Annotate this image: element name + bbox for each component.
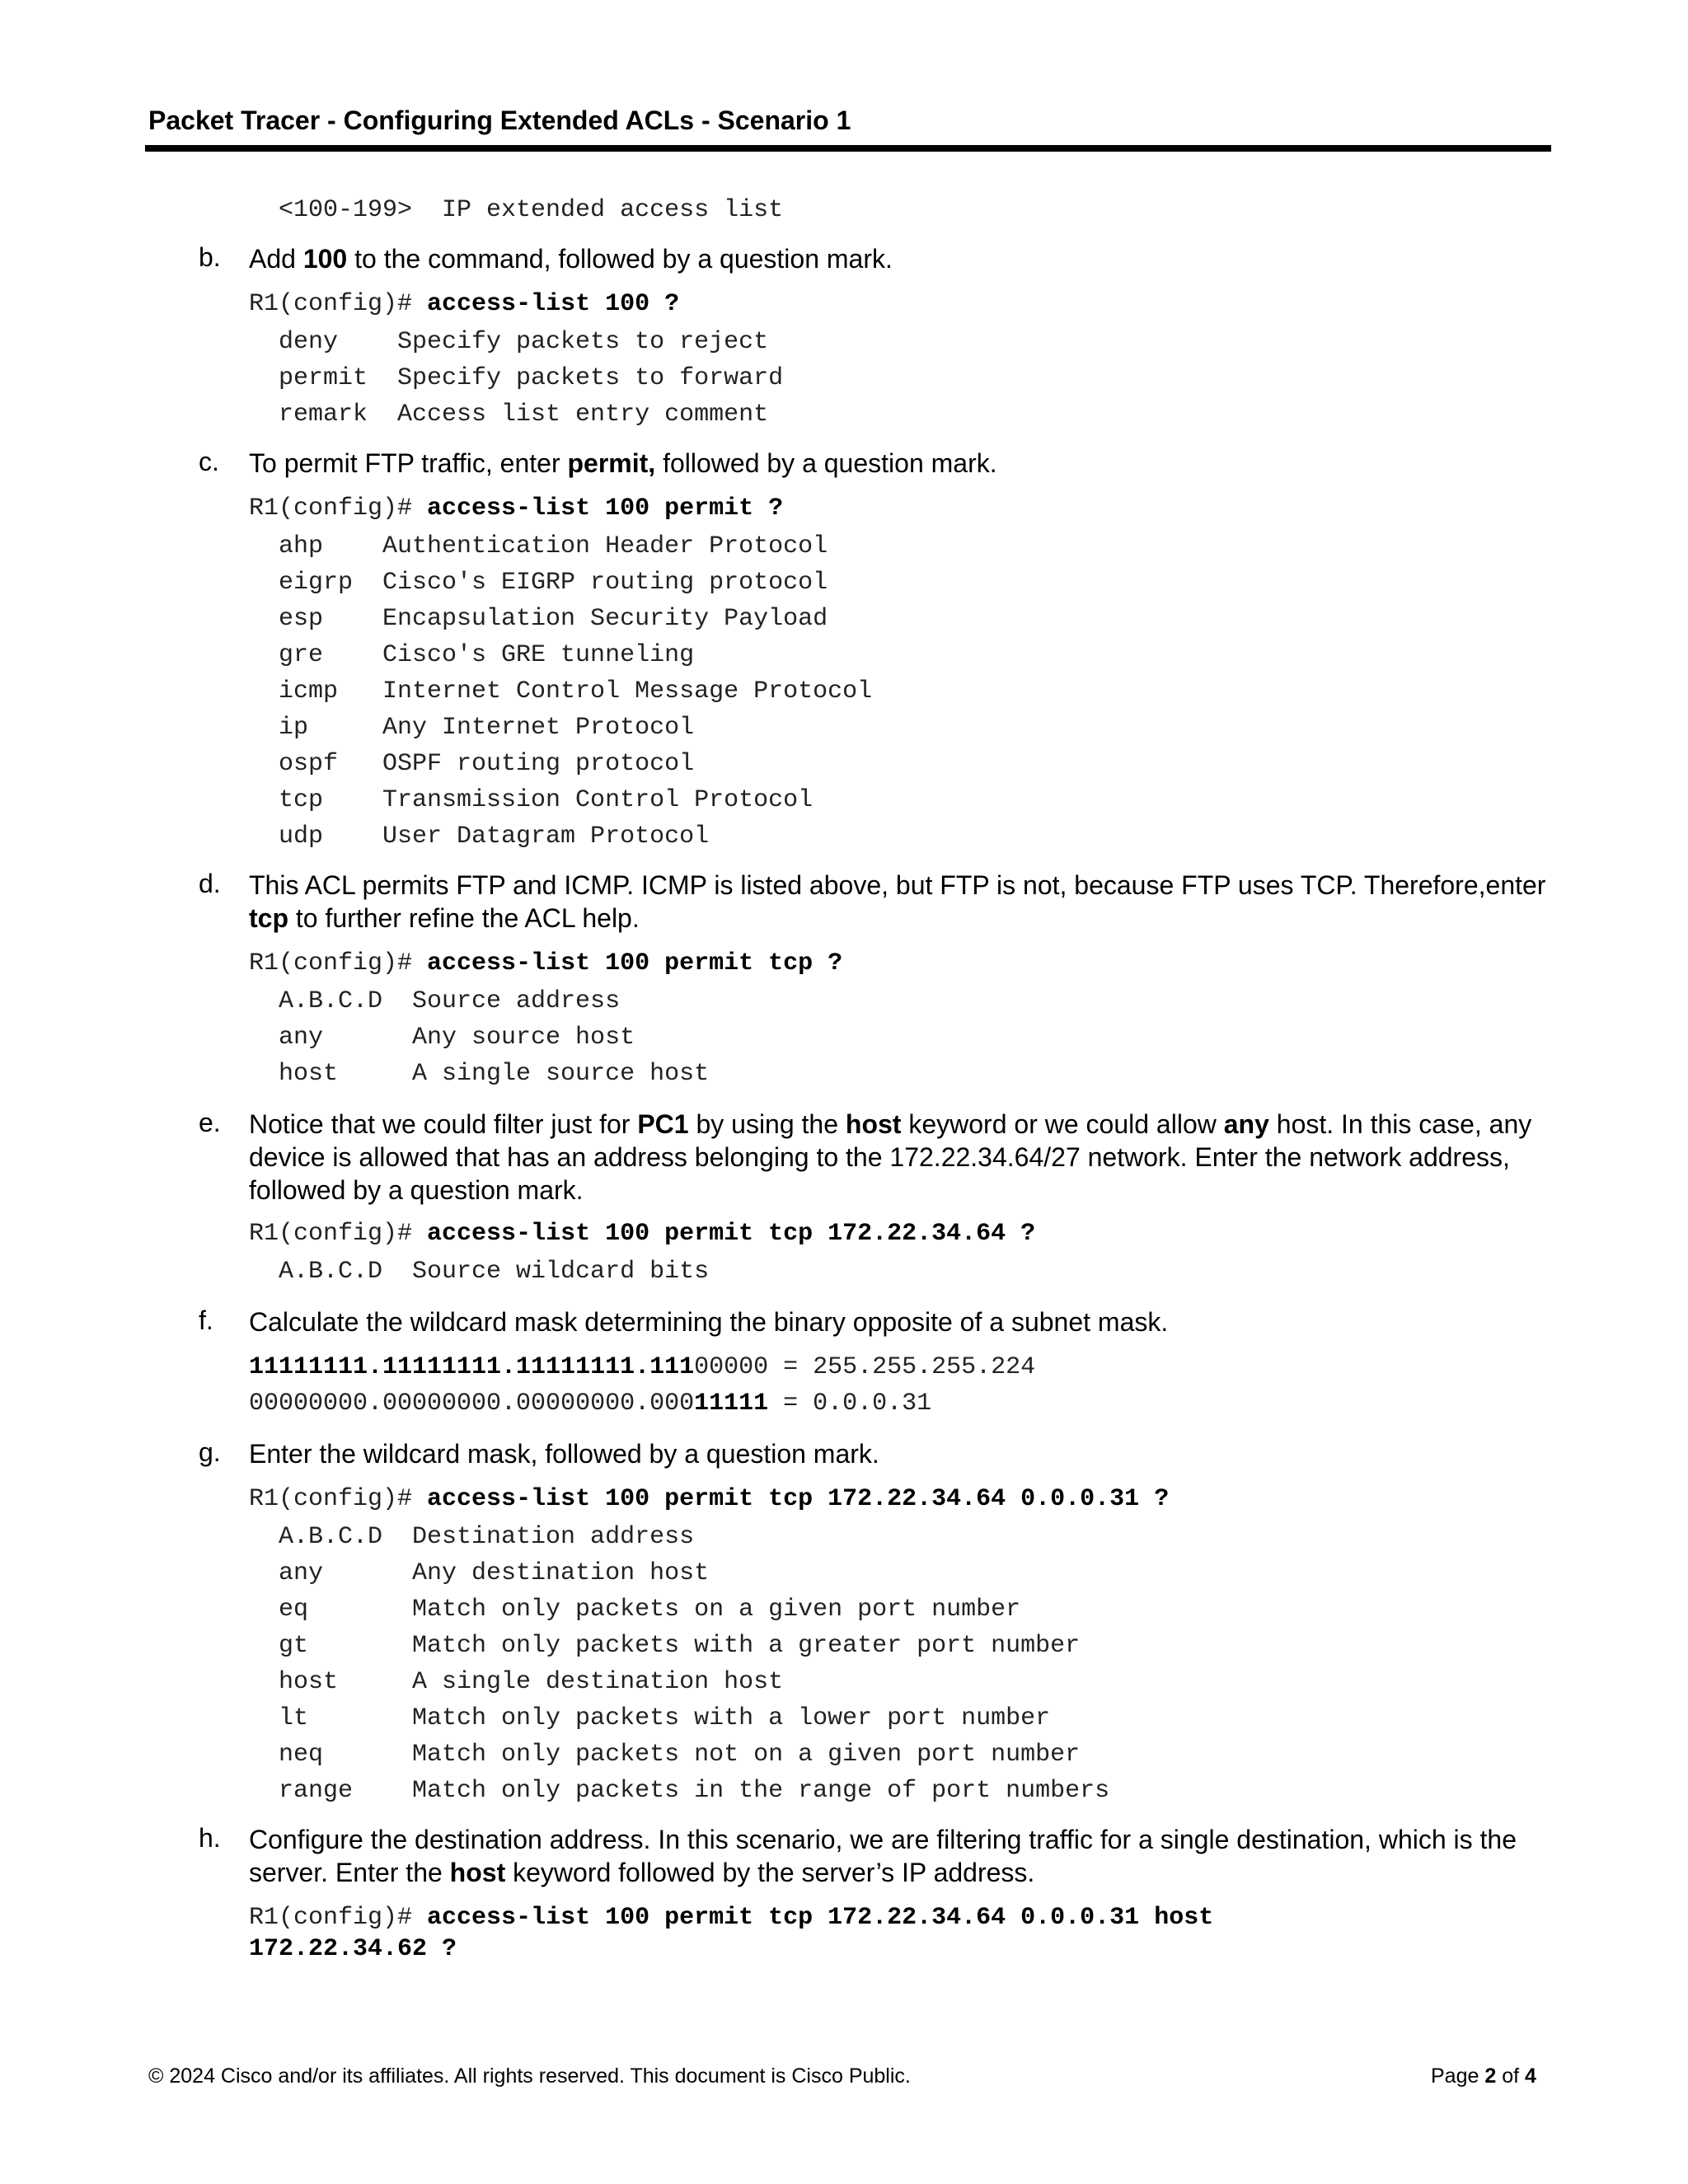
option-line: A.B.C.D Source address [279, 987, 621, 1015]
step-g-text: Enter the wildcard mask, followed by a question mark. [249, 1439, 879, 1469]
binary-subnet-mask: 11111111.11111111.11111111.11100000 = 255.255.255.224 [249, 1353, 1036, 1381]
step-d-letter: d. [199, 869, 221, 898]
option-line: range Match only packets in the range of port numbers [279, 1777, 1110, 1805]
option-line: ip Any Internet Protocol [279, 714, 695, 742]
option-line: icmp Internet Control Message Protocol [279, 677, 873, 705]
binary-wildcard-mask: 00000000.00000000.00000000.00011111 = 0.0.0.31 [249, 1390, 932, 1418]
step-h-text: Configure the destination address. In this scenario, we are filtering traffic for a single destination, which is the server. Enter the host keyword followed by the server’s IP address. [249, 1825, 1517, 1887]
step-d-text: This ACL permits FTP and ICMP. ICMP is listed above, but FTP is not, because FTP uses TCP. Therefore,enter tcp to further refine the ACL help. [249, 870, 1546, 933]
option-line: any Any destination host [279, 1559, 710, 1587]
option-line: ahp Authentication Header Protocol [279, 532, 828, 560]
option-line: A.B.C.D Source wildcard bits [279, 1258, 710, 1286]
option-line: gt Match only packets with a greater port number [279, 1632, 1081, 1660]
step-e-command: R1(config)# access-list 100 permit tcp 172.22.34.64 ? [249, 1220, 1036, 1248]
step-c-text: To permit FTP traffic, enter permit, followed by a question mark. [249, 448, 997, 478]
step-g-command: R1(config)# access-list 100 permit tcp 172.22.34.64 0.0.0.31 ? [249, 1485, 1170, 1513]
option-line: remark Access list entry comment [279, 401, 769, 429]
step-c-letter: c. [199, 447, 219, 476]
step-h-command-cont: 172.22.34.62 ? [249, 1935, 457, 1963]
step-b-command: R1(config)# access-list 100 ? [249, 290, 680, 318]
step-h-letter: h. [199, 1823, 221, 1853]
step-g-letter: g. [199, 1437, 221, 1467]
step-c-command: R1(config)# access-list 100 permit ? [249, 494, 784, 523]
option-line: host A single destination host [279, 1668, 784, 1696]
page-number: Page 2 of 4 [1431, 2064, 1536, 2088]
option-line: esp Encapsulation Security Payload [279, 605, 828, 633]
step-e-text: Notice that we could filter just for PC1 by using the host keyword or we could allow any host. In this case, any device is allowed that has an address belonging to the 172.22.34.64/27 network. Enter the network address, followed by a question mark. [249, 1109, 1532, 1205]
step-f-letter: f. [199, 1305, 213, 1335]
step-b-letter: b. [199, 242, 221, 272]
option-line: deny Specify packets to reject [279, 328, 769, 356]
option-line: neq Match only packets not on a given port number [279, 1741, 1081, 1769]
option-line: udp User Datagram Protocol [279, 823, 710, 851]
option-line: A.B.C.D Destination address [279, 1523, 695, 1551]
option-line: host A single source host [279, 1060, 710, 1088]
intro-line: <100-199> IP extended access list [279, 196, 784, 224]
header-divider [145, 145, 1551, 152]
option-line: lt Match only packets with a lower port number [279, 1704, 1051, 1732]
step-b-text: Add 100 to the command, followed by a question mark. [249, 244, 893, 274]
option-line: any Any source host [279, 1024, 635, 1052]
document-title: Packet Tracer - Configuring Extended ACLs - Scenario 1 [148, 105, 851, 135]
step-e-letter: e. [199, 1108, 221, 1137]
option-line: eq Match only packets on a given port number [279, 1596, 1021, 1624]
option-line: eigrp Cisco's EIGRP routing protocol [279, 569, 828, 597]
step-f-text: Calculate the wildcard mask determining the binary opposite of a subnet mask. [249, 1307, 1169, 1337]
copyright-text: © 2024 Cisco and/or its affiliates. All rights reserved. This document is Cisco Public. [148, 2064, 911, 2088]
step-h-command: R1(config)# access-list 100 permit tcp 172.22.34.64 0.0.0.31 host [249, 1904, 1214, 1932]
step-d-command: R1(config)# access-list 100 permit tcp ? [249, 949, 843, 977]
option-line: gre Cisco's GRE tunneling [279, 641, 695, 669]
option-line: permit Specify packets to forward [279, 364, 784, 392]
option-line: ospf OSPF routing protocol [279, 750, 695, 778]
option-line: tcp Transmission Control Protocol [279, 786, 814, 814]
